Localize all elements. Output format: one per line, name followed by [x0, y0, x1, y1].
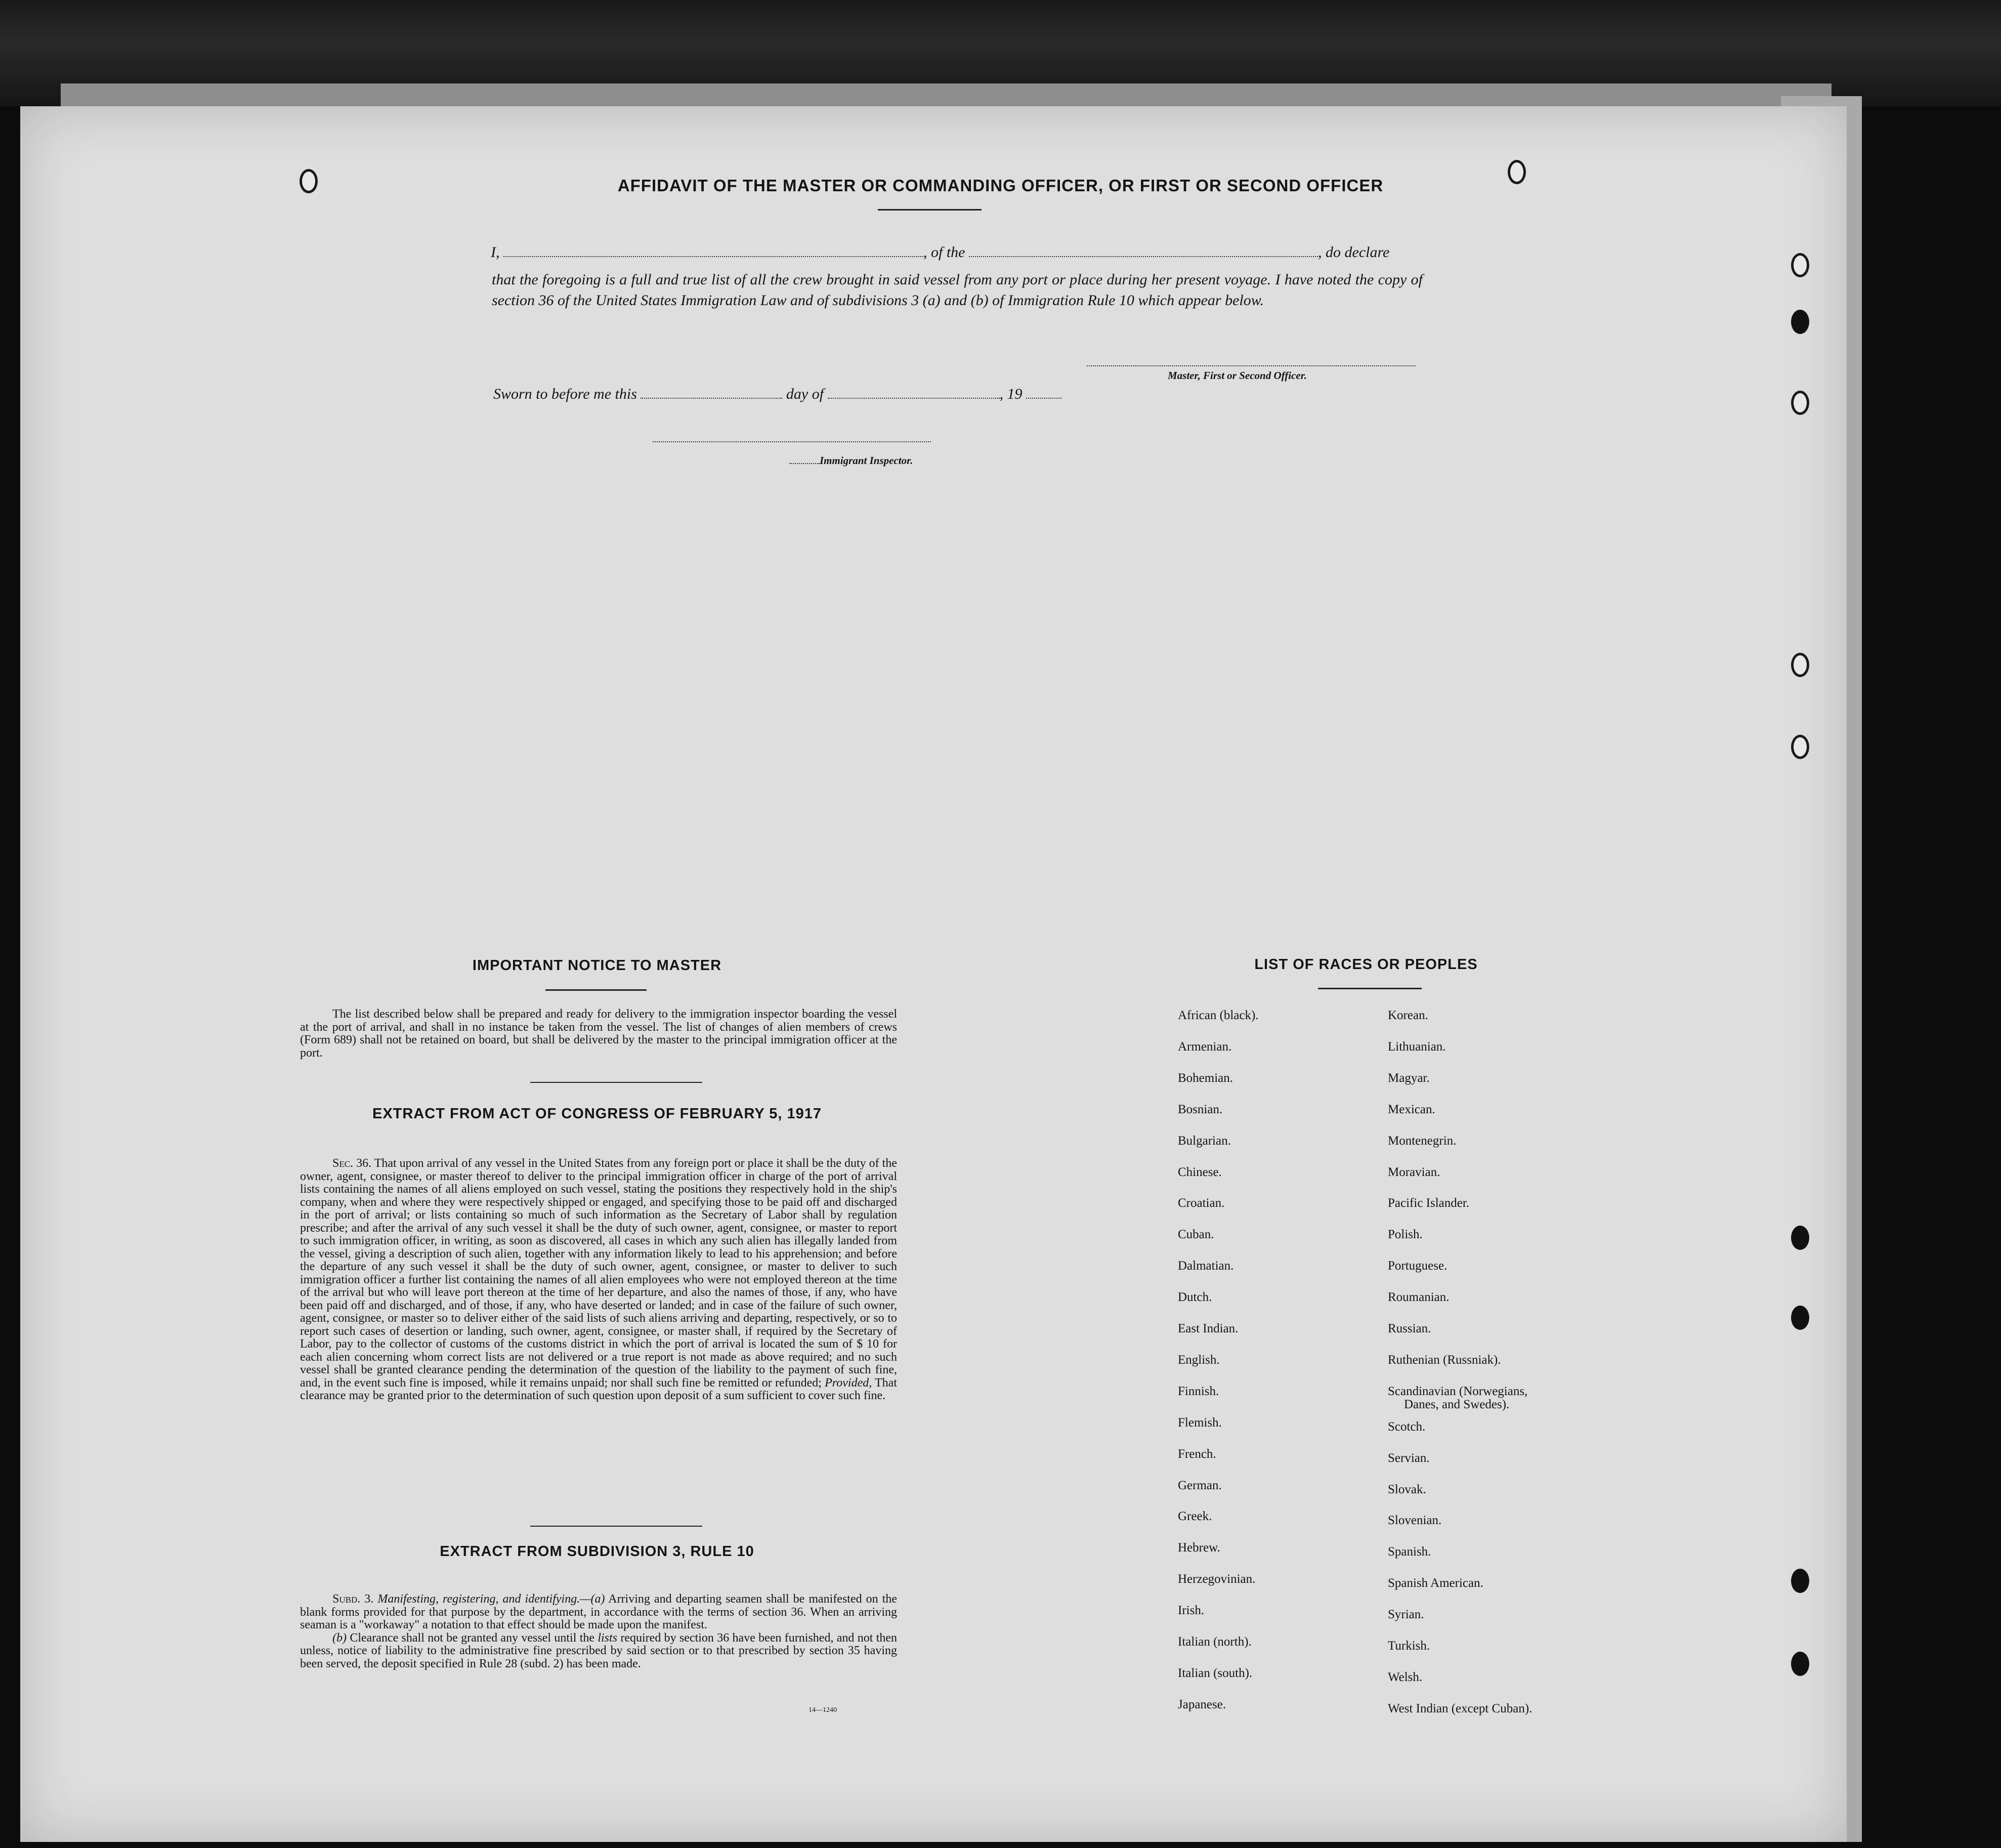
punch-hole [1791, 1569, 1809, 1593]
race-item: Bosnian. [1178, 1103, 1223, 1116]
master-caption: Master, First or Second Officer. [1168, 369, 1307, 382]
rule-text-b2: required by section 36 have been furnished, and not then unless, notice of liability to the administrative fine prescribed by said section or to that prescribed by section 35 having been served, the deposit specified in Rule 28 (subd. 2) has been made. [300, 1631, 898, 1670]
affidavit-line-1 [491, 244, 1389, 261]
race-item: Scandinavian (Norwegians, [1388, 1384, 1528, 1398]
race-item: Dalmatian. [1178, 1259, 1234, 1273]
lists-word: lists [598, 1631, 618, 1645]
notice-text: The list described below shall be prepared and ready for delivery to the immigration inspector boarding the vessel at the port of arrival, and shall in no instance be taken from the vessel. The list of changes of alien members of crews (Form 689) shall not be retained on board, but shall be delivered by the master to the principal immigration officer at the port. [300, 1007, 897, 1060]
year-blank[interactable] [1026, 386, 1061, 399]
race-item: Japanese. [1178, 1698, 1226, 1711]
race-item: Bohemian. [1178, 1071, 1233, 1085]
race-item: Welsh. [1388, 1670, 1423, 1684]
races-rule [1318, 988, 1422, 989]
act-body: 36. That upon arrival of any vessel in the United States from any foreign port or place it shall be the duty of the owner, agent, consignee, or master thereof to deliver to the principal immigration officer in charge of the port of arrival lists containing the names of all aliens employed on such vessel, stating the positions they respectively hold in the ship's company, when and where they were respectively shipped or engaged, and specifying those to be paid off and discharged in the port of arrival; or lists containing so much of such information as the Secretary of Labor shall by regulation prescribe; and after the arrival of any such vessel it shall be the duty of such owner, agent, consignee, or master to report to such immigration officer, in writing, as soon as discovered, all cases in which any such alien has illegally landed from the vessel, giving a description of such alien, together with any information likely to lead to his apprehension; and before the departure of any such vessel it shall be the duty of such owner, agent, consignee, or master to deliver to such immigration officer a further list containing the names of all alien employees who were not employed thereon at the time of the arrival but who will leave port thereon at the time of her departure, and also the names of those, if any, who have been paid off and discharged, and of those, if any, who have deserted or landed; and in case of the failure of such owner, agent, consignee, or master so to deliver either of the said lists of such aliens arriving and departing, respectively, or so to report such cases of desertion or landing, such owner, agent, consignee, or master shall, if required by the Secretary of Labor, pay to the collector of customs of the customs district in which the port of arrival is located the sum of $ 10 for each alien concerning whom correct lists are not delivered or a true report is not made as above required; and no such vessel shall be granted clearance pending the determination of the question of the liability to the payment of such fine, and, in the event such fine is imposed, while it remains unpaid; nor shall such fine be remitted or refunded; [300, 1157, 898, 1390]
affidavit-of-the: , of the [923, 244, 965, 261]
race-item: Syrian. [1388, 1608, 1424, 1621]
race-item: Lithuanian. [1388, 1040, 1446, 1054]
race-item: Spanish American. [1388, 1576, 1483, 1590]
race-item: Montenegrin. [1388, 1134, 1457, 1148]
race-item: Pacific Islander. [1388, 1196, 1470, 1210]
sworn-year: , 19 [999, 386, 1023, 402]
punch-hole [1791, 253, 1809, 277]
race-item: Danes, and Swedes). [1404, 1398, 1510, 1411]
punch-hole [1791, 1652, 1809, 1676]
punch-hole [1791, 1226, 1809, 1250]
rule-para-a [300, 1593, 897, 1632]
subd-label: Subd. [332, 1592, 361, 1606]
month-blank[interactable] [828, 386, 1000, 399]
race-item: Italian (north). [1178, 1635, 1252, 1649]
rule-text [300, 1593, 897, 1670]
notice-rule [545, 989, 647, 991]
affidavit-paragraph: that the foregoing is a full and true list of all the crew brought in said vessel from any port or place during her present voyage. I have noted the copy of section 36 of the United States Immigration Law and of subdivisions 3 (a) and (b) of Immigration Rule 10 which appear below. [492, 271, 1423, 309]
sworn-prefix: Sworn to before me this [493, 386, 637, 402]
act-body-end: That clearance may be granted prior to the determination of such question upon deposit of a sum sufficient to cover such fine. [300, 1376, 897, 1402]
separator-rule [530, 1526, 702, 1527]
race-item: Roumanian. [1388, 1290, 1450, 1304]
subd-num: 3. [364, 1592, 374, 1606]
separator-rule [530, 1082, 702, 1083]
race-item: Ruthenian (Russniak). [1388, 1353, 1501, 1367]
form-number: 14—1240 [808, 1706, 837, 1714]
race-item: Turkish. [1388, 1639, 1430, 1653]
race-item: Russian. [1388, 1322, 1431, 1335]
race-item: West Indian (except Cuban). [1388, 1702, 1532, 1715]
race-item: Moravian. [1388, 1165, 1440, 1179]
sworn-day-of: day of [786, 386, 824, 402]
act-title: EXTRACT FROM ACT OF CONGRESS OF FEBRUARY 5, 1917 [372, 1106, 822, 1122]
race-item: Chinese. [1178, 1165, 1222, 1179]
race-item: Korean. [1388, 1009, 1428, 1022]
inspector-caption: Immigrant Inspector. [789, 454, 913, 467]
punch-hole [1791, 1306, 1809, 1330]
provided-label: Provided, [825, 1376, 872, 1390]
b-label: (b) [332, 1631, 347, 1645]
punch-hole [1791, 310, 1809, 334]
master-signature-line[interactable] [1087, 365, 1416, 366]
race-item: African (black). [1178, 1009, 1259, 1022]
punch-hole [1791, 391, 1809, 415]
race-item: Dutch. [1178, 1290, 1212, 1304]
document-sheet [20, 106, 1847, 1842]
title-rule [878, 209, 982, 211]
race-item: Irish. [1178, 1604, 1205, 1617]
race-item: Herzegovinian. [1178, 1572, 1256, 1586]
race-item: Spanish. [1388, 1545, 1431, 1559]
notice-title: IMPORTANT NOTICE TO MASTER [472, 957, 722, 974]
race-item: Bulgarian. [1178, 1134, 1231, 1148]
name-blank[interactable] [503, 244, 923, 257]
day-blank[interactable] [641, 386, 782, 399]
act-text [300, 1157, 897, 1403]
rule-para-b [300, 1632, 897, 1671]
race-item: Scotch. [1388, 1420, 1426, 1434]
race-item: German. [1178, 1479, 1222, 1492]
race-item: Portuguese. [1388, 1259, 1447, 1273]
race-item: Greek. [1178, 1509, 1212, 1523]
sec-label: Sec. [332, 1157, 354, 1170]
race-item: Italian (south). [1178, 1666, 1253, 1680]
race-item: Mexican. [1388, 1103, 1435, 1116]
race-item: Slovenian. [1388, 1514, 1442, 1527]
race-item: French. [1178, 1447, 1216, 1461]
race-item: Magyar. [1388, 1071, 1430, 1085]
rule-text-a: Arriving and departing seamen shall be manifested on the blank forms provided for that purpose by the department, in accordance with the terms of section 36. When an arriving seaman is a "workaway" a notation to that effect should be made upon the manifest. [300, 1592, 898, 1631]
rule-title: EXTRACT FROM SUBDIVISION 3, RULE 10 [440, 1543, 754, 1560]
affidavit-i: I, [491, 244, 500, 261]
rule-text-b1: Clearance shall not be granted any vessel until the [350, 1631, 595, 1645]
races-title: LIST OF RACES OR PEOPLES [1254, 956, 1478, 973]
affidavit-declare: , do declare [1318, 244, 1390, 261]
sworn-line [493, 386, 1061, 403]
race-item: Slovak. [1388, 1483, 1426, 1496]
race-item: Hebrew. [1178, 1541, 1220, 1555]
race-item: English. [1178, 1353, 1220, 1367]
race-item: Cuban. [1178, 1228, 1214, 1241]
race-item: Polish. [1388, 1228, 1423, 1241]
race-item: Flemish. [1178, 1416, 1222, 1430]
inspector-signature-line[interactable] [653, 441, 931, 442]
punch-hole [1791, 653, 1809, 677]
race-item: Armenian. [1178, 1040, 1232, 1054]
race-item: Finnish. [1178, 1384, 1219, 1398]
race-item: Servian. [1388, 1451, 1430, 1465]
race-item: East Indian. [1178, 1322, 1239, 1335]
vessel-blank[interactable] [969, 244, 1318, 257]
race-item: Croatian. [1178, 1196, 1225, 1210]
punch-hole [1791, 735, 1809, 759]
subd-title: Manifesting, registering, and identifying.—(a) [377, 1592, 605, 1606]
affidavit-title: AFFIDAVIT OF THE MASTER OR COMMANDING OFFICER, OR FIRST OR SECOND OFFICER [617, 176, 1384, 195]
